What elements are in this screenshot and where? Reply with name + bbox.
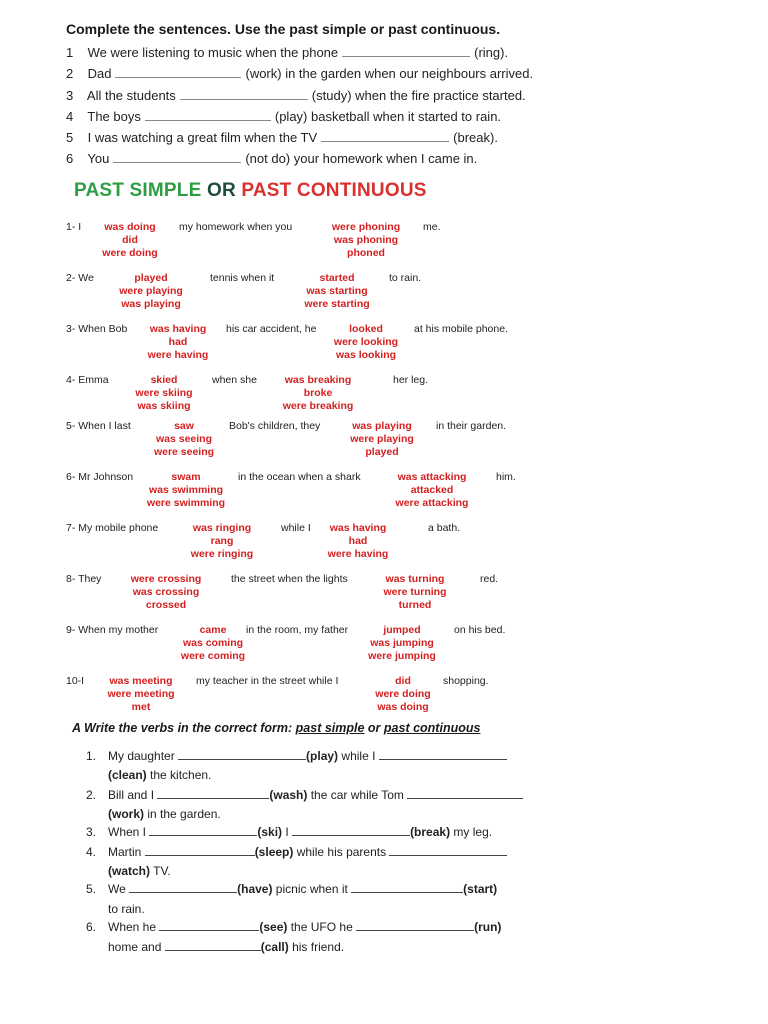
- verb-option[interactable]: was starting: [306, 285, 368, 297]
- verb-option[interactable]: crossed: [145, 599, 187, 611]
- answer-blank[interactable]: [356, 920, 474, 931]
- sentence-4: 4 The boys (play) basketball when it started to rain.: [66, 109, 502, 124]
- verb-option[interactable]: played: [134, 272, 168, 284]
- exercise-9-lead: 9- When my mother: [66, 624, 159, 636]
- exercise-9-end: on his bed.: [454, 624, 506, 636]
- a-item-4-cont: (watch) TV.: [108, 864, 171, 878]
- a-item-6: 6. When he (see) the UFO he (run): [86, 920, 502, 934]
- exercise-3-lead: 3- When Bob: [66, 323, 128, 335]
- answer-blank[interactable]: [113, 151, 241, 163]
- exercise-9-mid: in the room, my father: [246, 624, 349, 636]
- verb-option[interactable]: were playing: [350, 433, 414, 445]
- verb-option[interactable]: did: [122, 234, 138, 246]
- answer-blank[interactable]: [389, 845, 507, 856]
- verb-option[interactable]: were attacking: [395, 497, 469, 509]
- exercise-7-mid: while I: [281, 522, 311, 534]
- answer-blank[interactable]: [178, 749, 306, 760]
- verb-option[interactable]: were looking: [333, 336, 399, 348]
- exercise-1-mid: my homework when you: [179, 221, 293, 233]
- verb-option[interactable]: were jumping: [368, 650, 436, 662]
- answer-blank[interactable]: [321, 130, 449, 142]
- exercise-2-mid: tennis when it: [210, 272, 275, 284]
- exercise-4-lead: 4- Emma: [66, 374, 109, 386]
- exercise-4-end: her leg.: [393, 374, 429, 386]
- verb-option[interactable]: was turning: [385, 573, 445, 585]
- exercise-10-end: shopping.: [443, 675, 489, 687]
- verb-option[interactable]: attacked: [410, 484, 454, 496]
- exercise-4-mid: when she: [212, 374, 257, 386]
- verb-option[interactable]: was swimming: [148, 484, 224, 496]
- a-item-3: 3. When I (ski) I (break) my leg.: [86, 825, 493, 839]
- exercise-5-lead: 5- When I last: [66, 420, 131, 432]
- verb-option[interactable]: were doing: [102, 247, 158, 259]
- verb-option[interactable]: met: [131, 701, 151, 713]
- exercise-8-mid: the street when the lights: [231, 573, 348, 585]
- verb-option[interactable]: were breaking: [282, 400, 354, 412]
- exercise-3-end: at his mobile phone.: [414, 323, 508, 335]
- a-item-4: 4. Martin (sleep) while his parents: [86, 845, 507, 859]
- verb-option[interactable]: was looking: [335, 349, 397, 361]
- verb-option[interactable]: was breaking: [284, 374, 352, 386]
- verb-option[interactable]: was doing: [104, 221, 156, 233]
- verb-option[interactable]: were coming: [180, 650, 246, 662]
- exercise-7-end: a bath.: [428, 522, 461, 534]
- worksheet-heading: PAST SIMPLE OR PAST CONTINUOUS: [74, 180, 427, 201]
- verb-option[interactable]: skied: [150, 374, 178, 386]
- verb-option[interactable]: were skiing: [135, 387, 193, 399]
- sentence-6: 6 You (not do) your homework when I came in.: [66, 151, 478, 166]
- verb-option[interactable]: had: [168, 336, 188, 348]
- verb-option[interactable]: was crossing: [132, 586, 200, 598]
- answer-blank[interactable]: [159, 920, 259, 931]
- verb-option[interactable]: phoned: [347, 247, 385, 259]
- verb-option[interactable]: was ringing: [192, 522, 252, 534]
- verb-option[interactable]: were starting: [304, 298, 370, 310]
- a-item-6-cont: home and (call) his friend.: [108, 940, 345, 954]
- verb-option[interactable]: were doing: [375, 688, 431, 700]
- verb-option[interactable]: looked: [349, 323, 383, 335]
- answer-blank[interactable]: [379, 749, 507, 760]
- verb-option[interactable]: were crossing: [130, 573, 202, 585]
- verb-option[interactable]: saw: [174, 420, 194, 432]
- a-item-2-cont: (work) in the garden.: [108, 807, 221, 821]
- answer-blank[interactable]: [157, 788, 269, 799]
- verb-option[interactable]: rang: [210, 535, 234, 547]
- verb-option[interactable]: came: [199, 624, 227, 636]
- verb-option[interactable]: was meeting: [109, 675, 173, 687]
- exercise-1-title: Complete the sentences. Use the past simple or past continuous.: [66, 21, 501, 37]
- verb-option[interactable]: was doing: [377, 701, 429, 713]
- verb-option[interactable]: were ringing: [190, 548, 254, 560]
- answer-blank[interactable]: [165, 940, 261, 951]
- verb-option[interactable]: was attacking: [397, 471, 467, 483]
- answer-blank[interactable]: [149, 825, 257, 836]
- verb-option[interactable]: was jumping: [370, 637, 434, 649]
- verb-option[interactable]: was seeing: [155, 433, 213, 445]
- answer-blank[interactable]: [292, 825, 410, 836]
- exercise-8-end: red.: [480, 573, 499, 585]
- answer-blank[interactable]: [129, 882, 237, 893]
- verb-option[interactable]: turned: [398, 599, 432, 611]
- verb-option[interactable]: were turning: [383, 586, 447, 598]
- verb-option[interactable]: did: [395, 675, 411, 687]
- verb-option[interactable]: was playing: [352, 420, 412, 432]
- exercise-7-lead: 7- My mobile phone: [66, 522, 159, 534]
- verb-option[interactable]: was skiing: [137, 400, 191, 412]
- exercise-6-mid: in the ocean when a shark: [238, 471, 361, 483]
- verb-option[interactable]: was phoning: [333, 234, 399, 246]
- verb-option[interactable]: were having: [147, 349, 209, 361]
- exercise-1-end: me.: [423, 221, 441, 233]
- verb-option[interactable]: were meeting: [107, 688, 175, 700]
- verb-option[interactable]: was having: [149, 323, 207, 335]
- verb-option[interactable]: was playing: [121, 298, 181, 310]
- exercise-6-lead: 6- Mr Johnson: [66, 471, 134, 483]
- verb-option[interactable]: jumped: [383, 624, 421, 636]
- exercise-10-mid: my teacher in the street while I: [196, 675, 339, 687]
- verb-option[interactable]: were phoning: [331, 221, 401, 233]
- exercise-1-lead: 1- I: [66, 221, 82, 233]
- exercise-2-end: to rain.: [389, 272, 422, 284]
- exercise-6-end: him.: [496, 471, 516, 483]
- verb-option[interactable]: was having: [329, 522, 387, 534]
- verb-option[interactable]: started: [319, 272, 355, 284]
- verb-option[interactable]: played: [365, 446, 399, 458]
- a-item-1-cont: (clean) the kitchen.: [108, 768, 212, 782]
- answer-blank[interactable]: [115, 66, 241, 78]
- verb-option[interactable]: were playing: [119, 285, 183, 297]
- exercise-8-lead: 8- They: [66, 573, 102, 585]
- a-item-1: 1. My daughter (play) while I: [86, 749, 507, 763]
- answer-blank[interactable]: [180, 88, 308, 100]
- exercise-2-lead: 2- We: [66, 272, 94, 284]
- answer-blank[interactable]: [145, 845, 255, 856]
- exercise-5-end: in their garden.: [436, 420, 507, 432]
- verb-option[interactable]: had: [348, 535, 368, 547]
- verb-option[interactable]: was coming: [182, 637, 244, 649]
- verb-option[interactable]: broke: [303, 387, 333, 399]
- sentence-2: 2 Dad (work) in the garden when our neighbours arrived.: [66, 66, 534, 81]
- answer-blank[interactable]: [351, 882, 463, 893]
- answer-blank[interactable]: [342, 45, 470, 57]
- sentence-1: 1 We were listening to music when the phone (ring).: [66, 45, 509, 60]
- verb-option[interactable]: were having: [327, 548, 389, 560]
- a-item-5-cont: to rain.: [108, 902, 145, 916]
- answer-blank[interactable]: [145, 109, 271, 121]
- answer-blank[interactable]: [407, 788, 523, 799]
- a-item-2: 2. Bill and I (wash) the car while Tom: [86, 788, 523, 802]
- exercise-10-lead: 10-I: [66, 675, 85, 687]
- exercise-5-mid: Bob's children, they: [229, 420, 321, 432]
- a-item-5: 5. We (have) picnic when it (start): [86, 882, 498, 896]
- sentence-3: 3 All the students (study) when the fire practice started.: [66, 88, 526, 103]
- sentence-5: 5 I was watching a great film when the TV (break).: [66, 130, 498, 145]
- verb-option[interactable]: were swimming: [146, 497, 226, 509]
- exercise-3-mid: his car accident, he: [226, 323, 317, 335]
- section-a-title: A Write the verbs in the correct form: past simple or past continuous: [72, 721, 481, 735]
- verb-option[interactable]: swam: [171, 471, 201, 483]
- verb-option[interactable]: were seeing: [153, 446, 215, 458]
